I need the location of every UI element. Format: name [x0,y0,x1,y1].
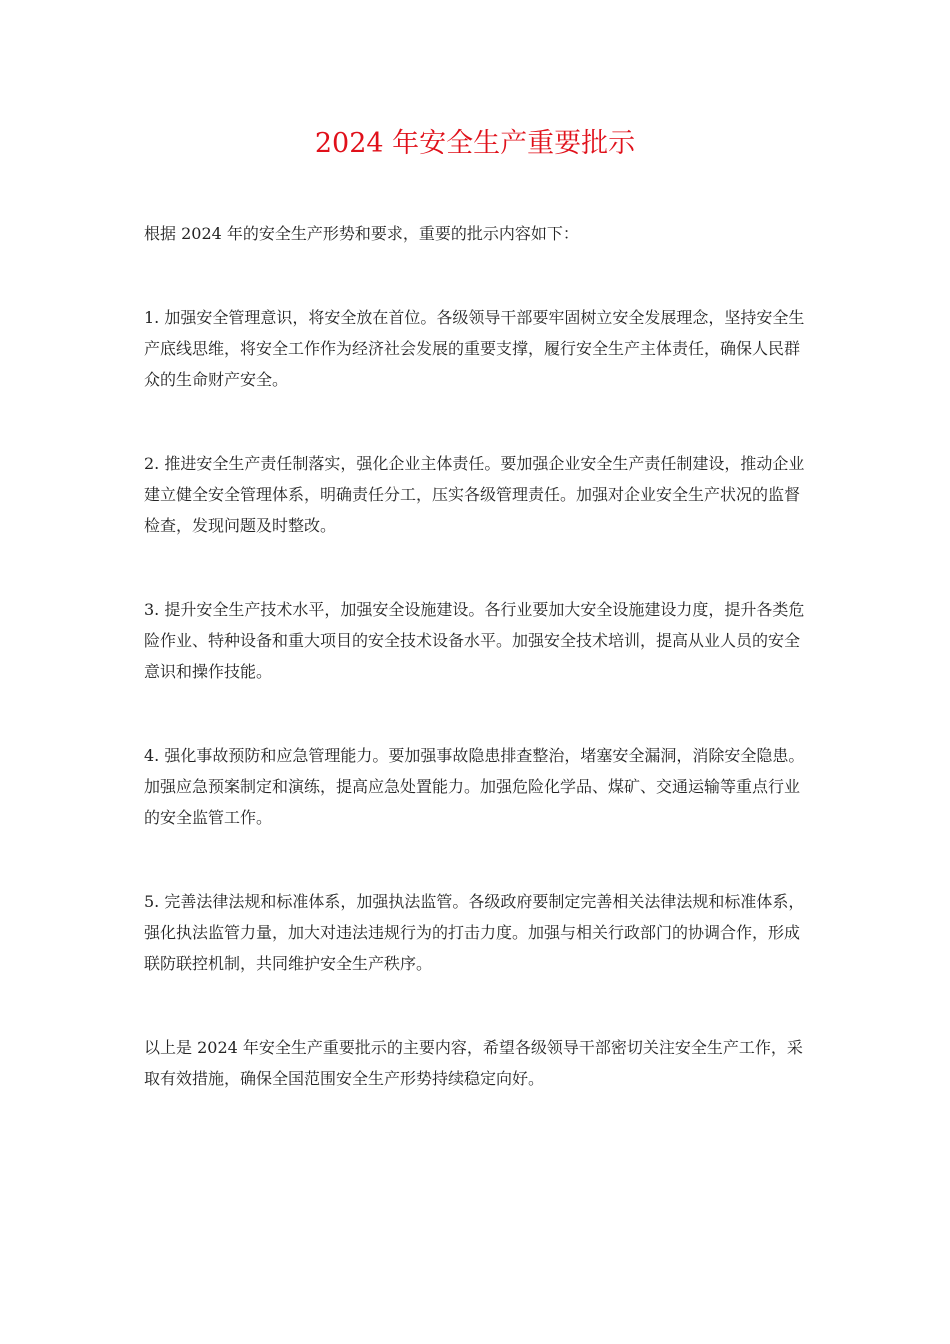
directive-item-4: 4. 强化事故预防和应急管理能力。要加强事故隐患排查整治，堵塞安全漏洞，消除安全隐患。加强应急预案制定和演练，提高应急处置能力。加强危险化学品、煤矿、交通运输等重点行业的安全监管工作。 [144,746,805,827]
directive-item-2: 2. 推进安全生产责任制落实，强化企业主体责任。要加强企业安全生产责任制建设，推动企业建立健全安全管理体系，明确责任分工，压实各级管理责任。加强对企业安全生产状况的监督检查，发现问题及时整改。 [144,454,805,535]
directive-item-1: 1. 加强安全管理意识，将安全放在首位。各级领导干部要牢固树立安全发展理念，坚持安全生产底线思维，将安全工作作为经济社会发展的重要支撑，履行安全生产主体责任，确保人民群众的生命财产安全。 [144,308,805,389]
closing-paragraph: 以上是 2024 年安全生产重要批示的主要内容，希望各级领导干部密切关注安全生产工作，采取有效措施，确保全国范围安全生产形势持续稳定向好。 [144,1038,803,1088]
document-body [144,218,808,1094]
intro-paragraph: 根据 2024 年的安全生产形势和要求，重要的批示内容如下： [144,224,579,243]
directive-item-5: 5. 完善法律法规和标准体系，加强执法监管。各级政府要制定完善相关法律法规和标准体系，强化执法监管力量，加大对违法违规行为的打击力度。加强与相关行政部门的协调合作，形成联防联控机制，共同维护安全生产秩序。 [144,892,805,973]
document-title: 2024 年安全生产重要批示 [314,128,636,159]
directive-item-3: 3. 提升安全生产技术水平，加强安全设施建设。各行业要加大安全设施建设力度，提升各类危险作业、特种设备和重大项目的安全技术设备水平。加强安全技术培训，提高从业人员的安全意识和操作技能。 [144,600,805,681]
